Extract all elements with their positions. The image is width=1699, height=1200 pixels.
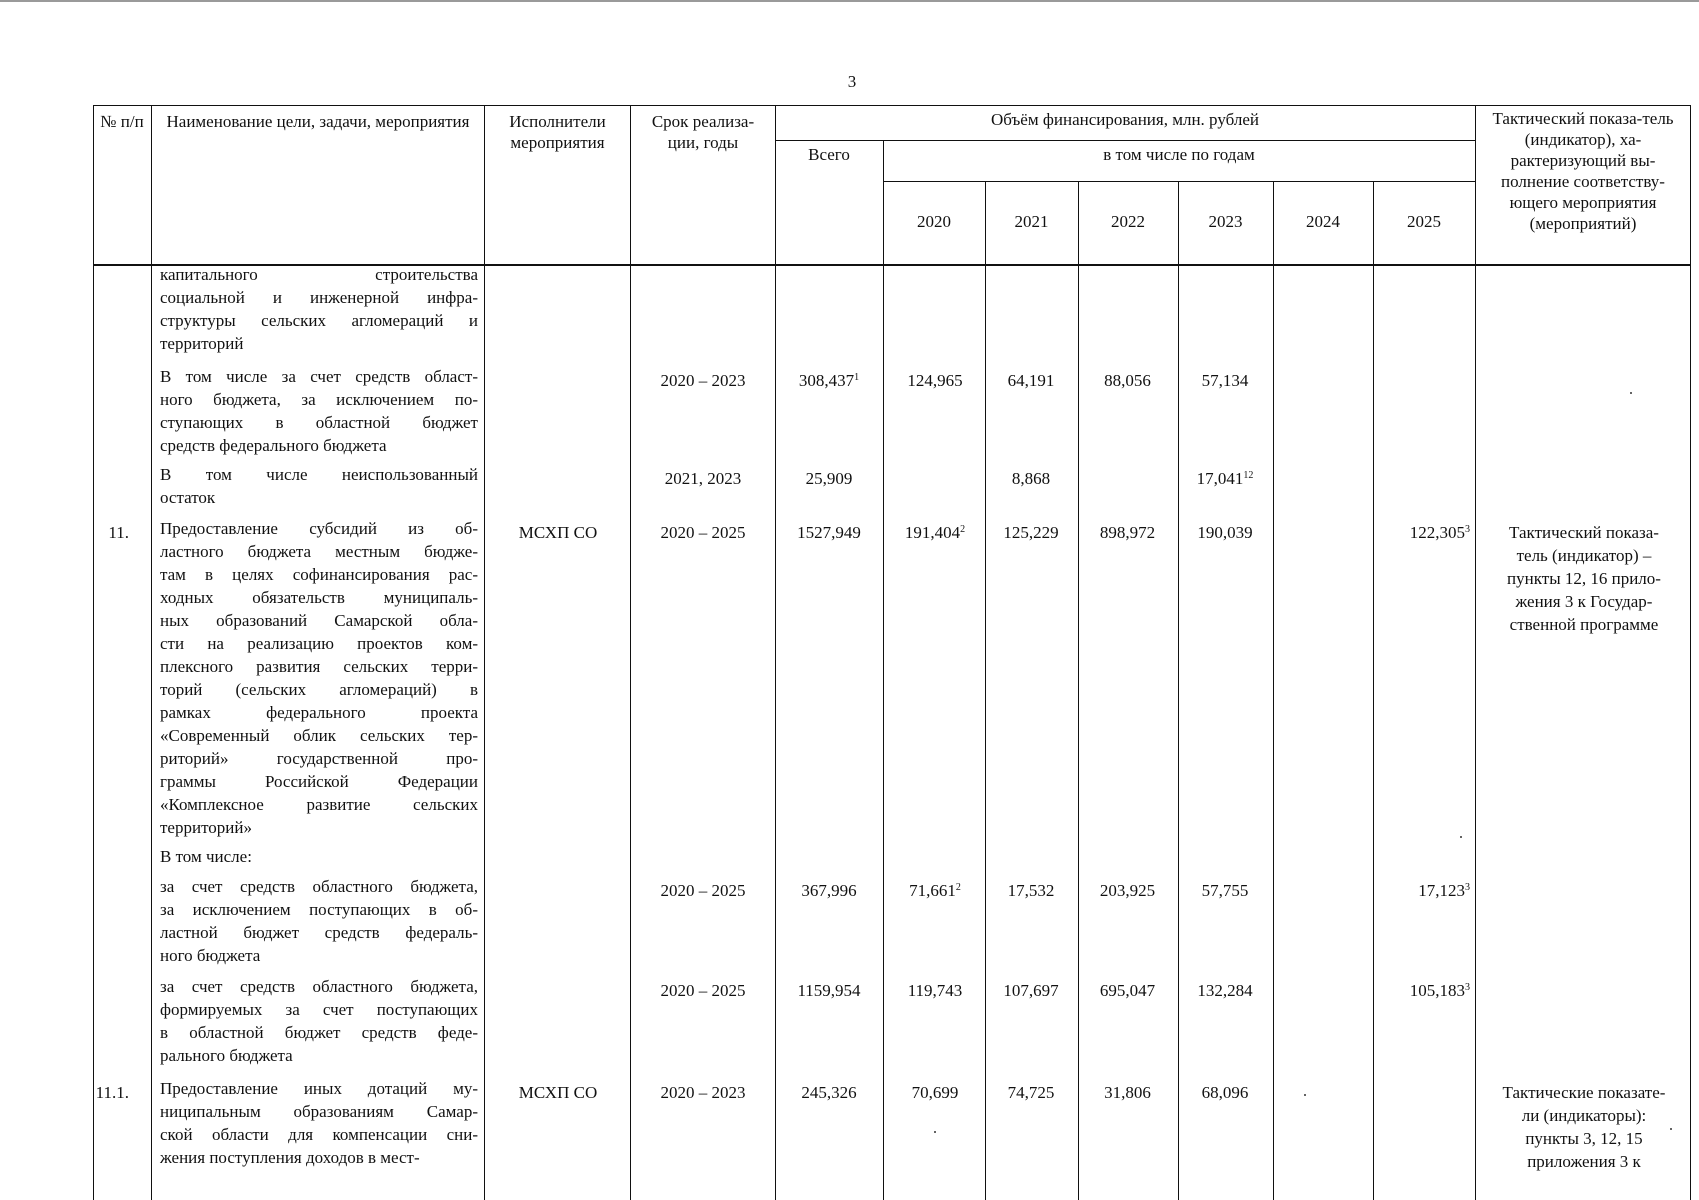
row-total-value: 1159,954 bbox=[797, 981, 861, 1000]
row-indicator-line: Тактический показа- bbox=[1509, 523, 1659, 542]
row-year-value bbox=[987, 979, 1075, 1002]
header-by-years: в том числе по годам bbox=[1103, 145, 1255, 164]
header-indicator: Тактический показа-тель (индикатор), ха-рактеризующий вы-полнение соответству-ющего мероприятия (мероприятий) bbox=[1492, 109, 1674, 233]
header-year-2025: 2025 bbox=[1407, 212, 1441, 231]
row-term: 2020 – 2025 bbox=[660, 981, 746, 1000]
col-line bbox=[151, 265, 152, 1200]
row-name-line: ходных обязательств муниципаль- bbox=[160, 588, 478, 607]
header-term: Срок реализа-ции, годы bbox=[651, 112, 755, 152]
row-total-value: 1527,949 bbox=[797, 523, 861, 542]
row-name-line: жения поступления доходов в мест- bbox=[160, 1148, 420, 1167]
row-year-value bbox=[1180, 521, 1270, 544]
row-year-value bbox=[1180, 979, 1270, 1002]
header-year-2020: 2020 bbox=[917, 212, 951, 231]
row-year-value-value: 122,305 bbox=[1409, 523, 1465, 542]
row-total bbox=[779, 467, 879, 490]
row-name-line: за исключением поступающих в об- bbox=[160, 900, 478, 919]
row-year-value bbox=[1180, 467, 1270, 490]
scan-speck bbox=[934, 1131, 936, 1133]
row-year-value-value: 57,134 bbox=[1201, 371, 1249, 390]
row-year-value-footnote: 3 bbox=[1465, 882, 1470, 893]
row-year-value bbox=[1180, 1081, 1270, 1104]
funding-sub-line bbox=[775, 140, 1475, 141]
header-year-2023: 2023 bbox=[1208, 212, 1243, 231]
col-line bbox=[93, 265, 94, 1200]
col-line bbox=[985, 265, 986, 1200]
row-name-line: социальной и инженерной инфра- bbox=[160, 288, 478, 307]
row-year-value-footnote: 3 bbox=[1465, 524, 1470, 535]
row-year-value bbox=[1180, 879, 1270, 902]
col-sep bbox=[151, 105, 152, 265]
row-name-line: формируемых за счет поступающих bbox=[160, 1000, 478, 1019]
row-name-line: ступающих в областной бюджет bbox=[160, 413, 478, 432]
col-sep bbox=[484, 105, 485, 265]
row-total bbox=[779, 521, 879, 544]
header-year-2021: 2021 bbox=[1014, 212, 1049, 231]
header-no: № п/п bbox=[100, 112, 144, 131]
row-total-value: 308,437 bbox=[798, 371, 855, 390]
row-total bbox=[779, 369, 879, 392]
row-year-value bbox=[1080, 521, 1175, 544]
row-year-value-value: 17,041 bbox=[1196, 469, 1244, 488]
row-year-value-value: 124,965 bbox=[907, 371, 963, 390]
row-name-line: рамках федерального проекта bbox=[160, 703, 478, 722]
row-year-value-value: 119,743 bbox=[907, 981, 963, 1000]
row-year-value-value: 191,404 bbox=[904, 523, 961, 542]
row-executor: МСХП СО bbox=[518, 523, 598, 542]
row-name-line: граммы Российской Федерации bbox=[160, 772, 478, 791]
row-year-value-value: 74,725 bbox=[1007, 1083, 1055, 1102]
row-year-value bbox=[885, 369, 985, 392]
row-year-value-value: 107,697 bbox=[1003, 981, 1059, 1000]
row-indicator-line: пункты 3, 12, 15 bbox=[1525, 1129, 1643, 1148]
row-name-line: капитального строительства bbox=[160, 265, 478, 284]
row-name-line: ного бюджета bbox=[160, 946, 261, 965]
row-year-value-footnote: 2 bbox=[955, 882, 961, 893]
row-name-line: «Современный облик сельских тер- bbox=[160, 726, 478, 745]
col-line bbox=[883, 265, 884, 1200]
row-year-value bbox=[1180, 369, 1270, 392]
row-year-value-footnote: 2 bbox=[960, 524, 966, 535]
row-year-value bbox=[1375, 979, 1470, 1002]
row-year-value-footnote: 3 bbox=[1465, 982, 1470, 993]
row-year-value-value: 64,191 bbox=[1007, 371, 1055, 390]
row-name-line: ской области для компенсации сни- bbox=[160, 1125, 478, 1144]
header-year-2024: 2024 bbox=[1306, 212, 1340, 231]
row-indicator-line: жения 3 к Государ- bbox=[1515, 592, 1653, 611]
row-name-line: Предоставление субсидий из об- bbox=[160, 519, 478, 538]
row-name-line: сти на реализацию проектов ком- bbox=[160, 634, 478, 653]
row-term: 2020 – 2025 bbox=[660, 523, 746, 542]
row-term: 2020 – 2023 bbox=[660, 1083, 746, 1102]
row-indicator-line: ли (индикаторы): bbox=[1521, 1106, 1647, 1125]
header-funding: Объём финансирования, млн. рублей bbox=[991, 110, 1259, 129]
row-indicator-line: ственной программе bbox=[1509, 615, 1659, 634]
row-name-line: В том числе: bbox=[160, 847, 252, 866]
row-year-value-value: 17,123 bbox=[1418, 881, 1465, 900]
row-number: 11. bbox=[108, 523, 129, 542]
row-indicator-line: тель (индикатор) – bbox=[1516, 546, 1652, 565]
row-name-line: ластной бюджет средств федераль- bbox=[160, 923, 478, 942]
row-indicator-line: Тактические показате- bbox=[1502, 1083, 1666, 1102]
header-right-line bbox=[1690, 105, 1691, 265]
row-year-value-value: 125,229 bbox=[1003, 523, 1059, 542]
row-total bbox=[779, 979, 879, 1002]
row-year-value-value: 695,047 bbox=[1099, 981, 1156, 1000]
row-year-value-value: 8,868 bbox=[1011, 469, 1051, 488]
col-line bbox=[1178, 265, 1179, 1200]
row-year-value-value: 190,039 bbox=[1197, 523, 1253, 542]
row-year-value bbox=[1080, 879, 1175, 902]
row-number: 11.1. bbox=[95, 1083, 129, 1102]
row-year-value bbox=[1080, 369, 1175, 392]
row-name-line: ниципальным образованиям Самар- bbox=[160, 1102, 478, 1121]
row-year-value bbox=[885, 879, 985, 902]
header-top-line bbox=[93, 105, 1691, 106]
col-line bbox=[1078, 265, 1079, 1200]
row-term: 2021, 2023 bbox=[664, 469, 742, 488]
row-term: 2020 – 2023 bbox=[660, 371, 746, 390]
row-name-line: Предоставление иных дотаций му- bbox=[160, 1079, 478, 1098]
col-line bbox=[484, 265, 485, 1200]
col-sep bbox=[1475, 105, 1476, 265]
page-top-border bbox=[0, 0, 1699, 2]
row-name-line: рального бюджета bbox=[160, 1046, 293, 1065]
col-sep bbox=[630, 105, 631, 265]
row-name-line: структуры сельских агломераций и bbox=[160, 311, 478, 330]
table-body bbox=[93, 265, 1691, 1200]
row-name-line: риторий» государственной про- bbox=[160, 749, 478, 768]
row-year-value bbox=[987, 879, 1075, 902]
row-year-value-footnote: 12 bbox=[1243, 470, 1254, 481]
col-line bbox=[630, 265, 631, 1200]
row-year-value bbox=[1375, 879, 1470, 902]
row-indicator-line: приложения 3 к bbox=[1527, 1152, 1641, 1171]
row-name-line: территорий» bbox=[160, 818, 252, 837]
row-year-value-value: 70,699 bbox=[911, 1083, 959, 1102]
row-name-line: В том числе неиспользованный bbox=[160, 465, 478, 484]
row-year-value-value: 17,532 bbox=[1007, 881, 1055, 900]
years-sub-line bbox=[883, 181, 1475, 182]
row-name-line: средств федерального бюджета bbox=[160, 436, 387, 455]
page-number: 3 bbox=[847, 72, 857, 91]
row-total-value: 245,326 bbox=[801, 1083, 857, 1102]
row-year-value-value: 68,096 bbox=[1201, 1083, 1249, 1102]
row-year-value bbox=[885, 979, 985, 1002]
col-line bbox=[775, 265, 776, 1200]
row-indicator-line: пункты 12, 16 прило- bbox=[1507, 569, 1661, 588]
row-year-value-value: 57,755 bbox=[1201, 881, 1249, 900]
row-total bbox=[779, 879, 879, 902]
scan-speck bbox=[1670, 1128, 1672, 1130]
row-name-line: в областной бюджет средств феде- bbox=[160, 1023, 478, 1042]
row-year-value bbox=[1375, 521, 1470, 544]
header-executors: Исполнители мероприятия bbox=[509, 112, 606, 152]
row-name-line: плексного развития сельских терри- bbox=[160, 657, 478, 676]
row-total bbox=[779, 1081, 879, 1104]
row-year-value-value: 31,806 bbox=[1104, 1083, 1151, 1102]
row-year-value-value: 88,056 bbox=[1104, 371, 1151, 390]
row-year-value bbox=[987, 467, 1075, 490]
row-term: 2020 – 2025 bbox=[660, 881, 746, 900]
row-year-value-value: 898,972 bbox=[1099, 523, 1156, 542]
scan-speck bbox=[1630, 392, 1632, 394]
col-line bbox=[1373, 265, 1374, 1200]
row-name-line: «Комплексное развитие сельских bbox=[160, 795, 478, 814]
row-year-value-value: 132,284 bbox=[1197, 981, 1253, 1000]
row-name-line: остаток bbox=[160, 488, 216, 507]
row-total-footnote: 1 bbox=[854, 372, 860, 383]
row-total-value: 367,996 bbox=[801, 881, 857, 900]
row-year-value bbox=[1080, 979, 1175, 1002]
header-year-2022: 2022 bbox=[1111, 212, 1145, 231]
row-year-value-value: 71,661 bbox=[909, 881, 956, 900]
row-name-line: ного бюджета, за исключением по- bbox=[160, 390, 478, 409]
table-header bbox=[93, 105, 1691, 265]
header-name: Наименование цели, задачи, мероприятия bbox=[166, 112, 470, 131]
row-name-line: территорий bbox=[160, 334, 244, 353]
row-year-value bbox=[885, 1081, 985, 1104]
row-name-line: за счет средств областного бюджета, bbox=[160, 877, 478, 896]
row-name-line: ных образований Самарской обла- bbox=[160, 611, 478, 630]
row-year-value bbox=[885, 521, 985, 544]
row-name-line: там в целях софинансирования рас- bbox=[160, 565, 478, 584]
row-year-value bbox=[987, 521, 1075, 544]
col-line bbox=[1475, 265, 1476, 1200]
row-executor: МСХП СО bbox=[518, 1083, 598, 1102]
row-name-line: В том числе за счет средств област- bbox=[160, 367, 478, 386]
row-name-line: за счет средств областного бюджета, bbox=[160, 977, 478, 996]
scan-speck bbox=[1304, 1094, 1306, 1096]
row-total-value: 25,909 bbox=[805, 469, 853, 488]
col-line bbox=[1690, 265, 1691, 1200]
col-line bbox=[1273, 265, 1274, 1200]
scan-speck bbox=[1460, 836, 1462, 838]
row-year-value bbox=[987, 369, 1075, 392]
row-year-value bbox=[1080, 1081, 1175, 1104]
row-year-value bbox=[987, 1081, 1075, 1104]
row-year-value-value: 105,183 bbox=[1409, 981, 1465, 1000]
row-year-value-value: 203,925 bbox=[1099, 881, 1156, 900]
header-total: Всего bbox=[808, 145, 850, 164]
row-name-line: ластного бюджета местным бюдже- bbox=[160, 542, 478, 561]
row-name-line: торий (сельских агломераций) в bbox=[160, 680, 478, 699]
